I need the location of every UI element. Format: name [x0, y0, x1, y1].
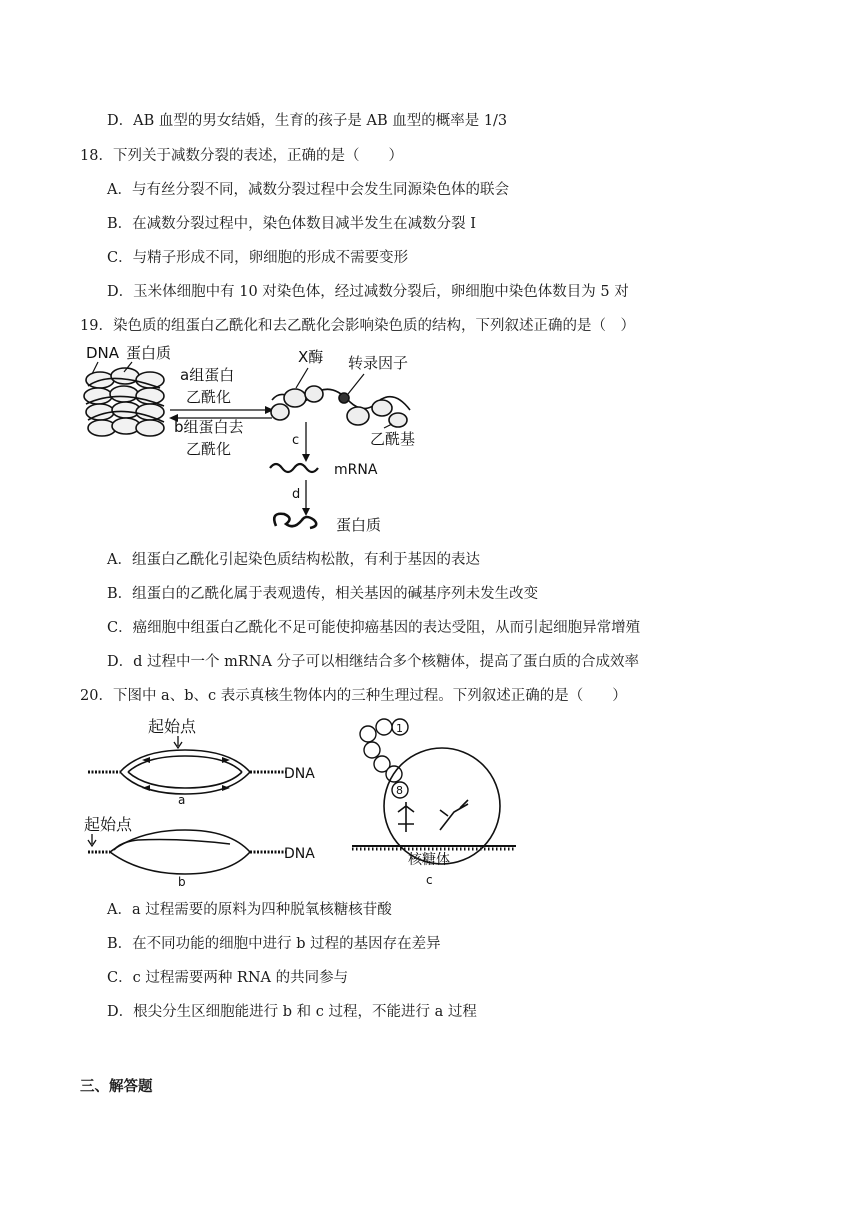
q20-option-c: C．c 过程需要两种 RNA 的共同参与: [107, 970, 349, 986]
deacetylation-label-2: 乙酰化: [186, 440, 232, 458]
process-c-label: c: [292, 433, 300, 448]
replication-transcription-translation-figure: [80, 712, 520, 892]
q19-option-d: D．d 过程中一个 mRNA 分子可以相继结合多个核糖体，提高了蛋白质的合成效率: [107, 654, 640, 670]
q19-option-a: A．组蛋白乙酰化引起染色质结构松散，有利于基因的表达: [107, 552, 480, 568]
process-d-label: d: [292, 487, 301, 502]
q20-option-d: D．根尖分生区细胞能进行 b 和 c 过程，不能进行 a 过程: [107, 1004, 477, 1020]
dna-label-b: DNA: [284, 846, 315, 862]
panel-c-label: c: [426, 873, 433, 887]
q18-option-d: D．玉米体细胞中有 10 对染色体，经过减数分裂后，卵细胞中染色体数目为 5 对: [107, 284, 629, 300]
q20-option-a: A．a 过程需要的原料为四种脱氧核糖核苷酸: [107, 902, 392, 918]
q19-stem: 19．染色质的组蛋白乙酰化和去乙酰化会影响染色质的结构，下列叙述正确的是（ ）: [80, 318, 635, 334]
x-enzyme-label: X酶: [298, 348, 324, 366]
replication-bubble-a: [88, 750, 286, 794]
q18-option-a: A．与有丝分裂不同，减数分裂过程中会发生同源染色体的联会: [107, 182, 509, 198]
protein-label: 蛋白质: [336, 516, 382, 534]
transcription-bubble-b: [88, 830, 286, 874]
mrna-strand: [270, 464, 318, 472]
q19-option-c: C．癌细胞中组蛋白乙酰化不足可能使抑癌基因的表达受阻，从而引起细胞异常增殖: [107, 620, 641, 636]
transcription-factor-label: 转录因子: [348, 354, 409, 372]
amino-acid-8-label: 8: [396, 784, 403, 797]
protein-chain: [274, 514, 316, 528]
q20-stem: 20．下图中 a、b、c 表示真核生物体内的三种生理过程。下列叙述正确的是（ ）: [80, 688, 627, 704]
q18-option-b: B．在减数分裂过程中，染色体数目减半发生在减数分裂 I: [107, 216, 476, 232]
section-title: 三、解答题: [80, 1079, 153, 1095]
q17-option-d: D．AB 血型的男女结婚，生育的孩子是 AB 血型的概率是 1/3: [107, 113, 508, 129]
acetylation-label-1: a组蛋白: [180, 366, 235, 384]
q20-option-b: B．在不同功能的细胞中进行 b 过程的基因存在差异: [107, 936, 441, 952]
histone-label: 蛋白质: [126, 344, 172, 362]
loose-chromatin: [271, 386, 410, 427]
q19-option-b: B．组蛋白的乙酰化属于表观遗传，相关基因的碱基序列未发生改变: [107, 586, 539, 602]
amino-acid-1-label: 1: [396, 722, 403, 735]
condensed-chromatin: [84, 368, 164, 436]
deacetylation-label-1: b组蛋白去: [174, 418, 244, 436]
panel-b-label: b: [178, 875, 186, 889]
origin-label-b: 起始点: [84, 815, 133, 834]
acetyl-group-label: 乙酰基: [370, 430, 416, 448]
origin-label-a: 起始点: [148, 717, 197, 736]
dna-label-a: DNA: [284, 766, 315, 782]
q18-stem: 18．下列关于减数分裂的表述，正确的是（ ）: [80, 148, 403, 164]
ribosome-label: 核糖体: [408, 852, 450, 868]
panel-a-label: a: [178, 793, 186, 807]
mrna-label: mRNA: [334, 462, 378, 478]
q18-option-c: C．与精子形成不同，卵细胞的形成不需要变形: [107, 250, 409, 266]
chromatin-acetylation-figure: [80, 340, 440, 540]
acetylation-label-2: 乙酰化: [186, 388, 232, 406]
dna-label: DNA: [86, 344, 120, 362]
